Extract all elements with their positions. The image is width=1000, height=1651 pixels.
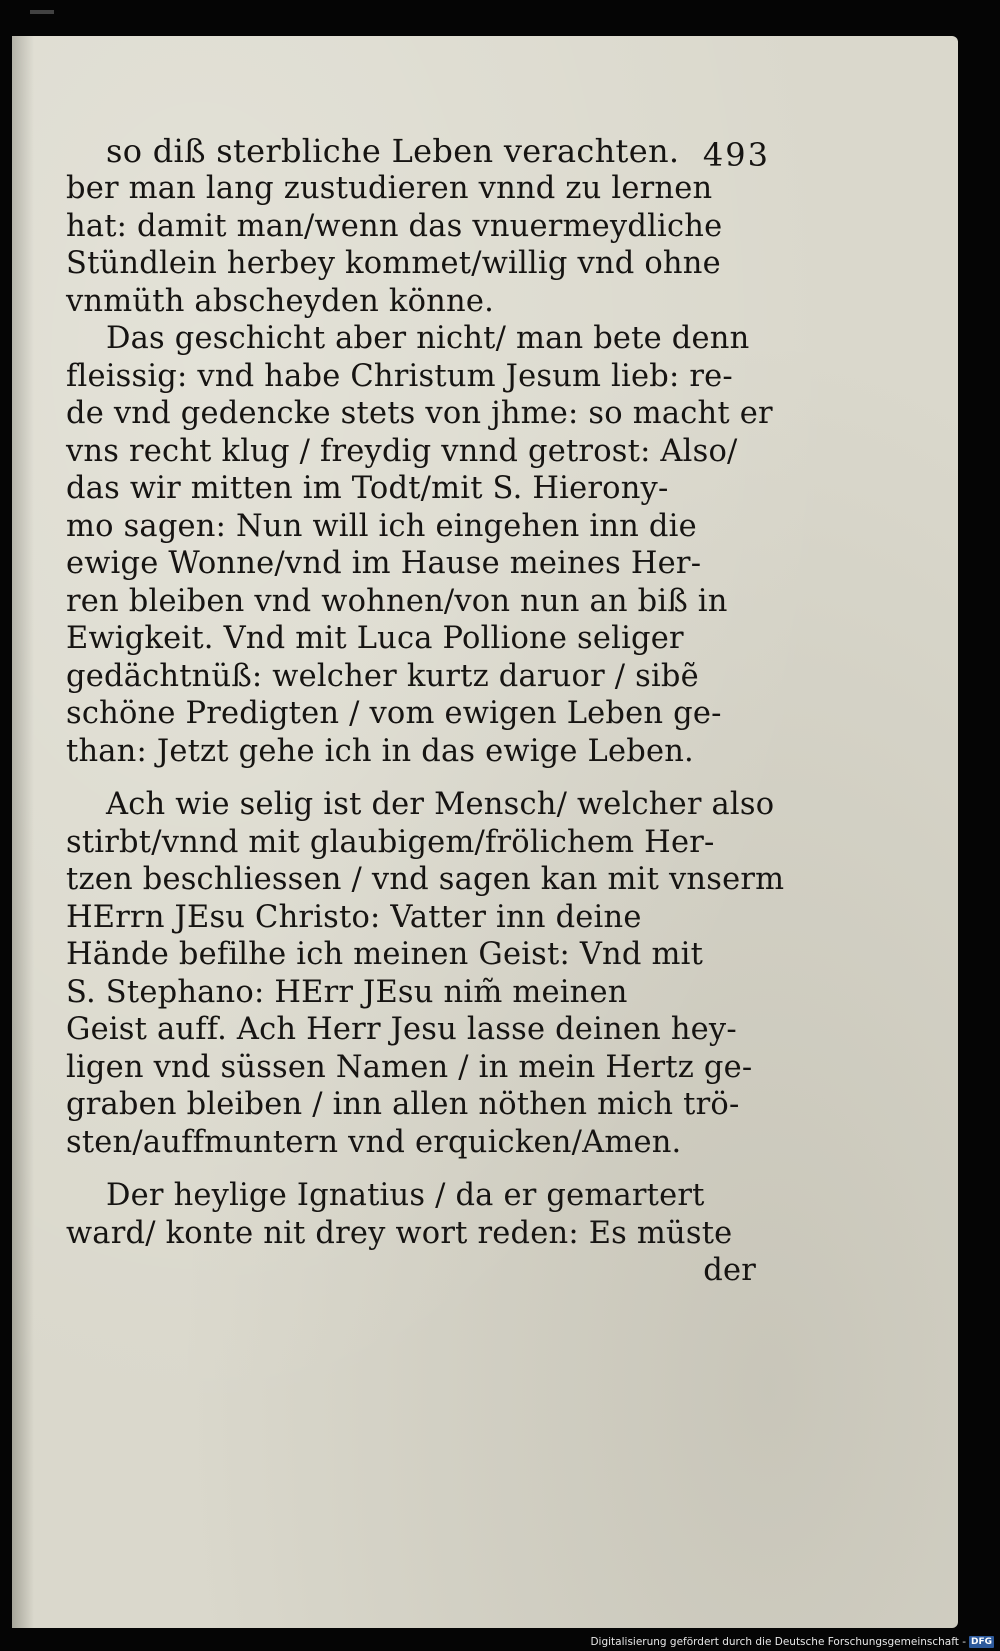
text-line: ber man lang zustudieren vnnd zu lernen bbox=[66, 171, 713, 206]
paragraph-gap bbox=[66, 770, 756, 786]
text-line: Hände befilhe ich meinen Geist: Vnd mit bbox=[66, 937, 704, 972]
paragraph-2 bbox=[66, 320, 773, 770]
text-line: vnmüth abscheyden könne. bbox=[66, 283, 494, 319]
text-line: graben bleiben / inn allen nöthen mich trö- bbox=[66, 1087, 740, 1122]
text-line: than: Jetzt gehe ich in das ewige Leben. bbox=[66, 733, 694, 769]
text-line: ligen vnd süssen Namen / in mein Hertz ge- bbox=[66, 1049, 753, 1085]
text-line: HErrn JEsu Christo: Vatter inn deine bbox=[66, 899, 642, 935]
text-line: gedächtnüß: welcher kurtz daruor / sibẽ bbox=[66, 658, 699, 694]
text-line: vns recht klug / freydig vnnd getrost: Also/ bbox=[66, 433, 738, 469]
running-head bbox=[66, 124, 770, 174]
paragraph-3 bbox=[66, 786, 785, 1161]
page-number: 493 bbox=[702, 136, 770, 174]
text-line: stirbt/vnnd mit glaubigem/frölichem Her- bbox=[66, 824, 715, 860]
text-line: mo sagen: Nun will ich eingehen inn die bbox=[66, 508, 697, 544]
digitization-credit-text: Digitalisierung gefördert durch die Deutsche Forschungsgemeinschaft - bbox=[590, 1636, 966, 1648]
paragraph-4 bbox=[66, 1177, 756, 1290]
text-line: das wir mitten im Todt/mit S. Hierony- bbox=[66, 471, 669, 506]
text-line: S. Stephano: HErr JEsu nim̃ meinen bbox=[66, 974, 628, 1010]
dfg-logo: DFG bbox=[970, 1637, 992, 1647]
text-line: Ewigkeit. Vnd mit Luca Pollione seliger bbox=[66, 621, 684, 656]
page-text-block bbox=[66, 124, 785, 1290]
book-page bbox=[12, 36, 958, 1628]
text-line: fleissig: vnd habe Christum Jesum lieb: re- bbox=[66, 358, 733, 394]
digitization-credit bbox=[590, 1635, 994, 1649]
text-line: ewige Wonne/vnd im Hause meines Her- bbox=[66, 546, 702, 581]
text-line: Geist auff. Ach Herr Jesu lasse deinen hey- bbox=[66, 1012, 737, 1047]
text-line: de vnd gedencke stets von jhme: so macht er bbox=[66, 396, 773, 431]
text-line: Stündlein herbey kommet/willig vnd ohne bbox=[66, 246, 721, 281]
text-line: ward/ konte nit drey wort reden: Es müste bbox=[66, 1215, 733, 1251]
text-line: schöne Predigten / vom ewigen Leben ge- bbox=[66, 696, 722, 731]
paragraph-1 bbox=[66, 170, 756, 320]
text-line: hat: damit man/wenn das vnuermeydliche bbox=[66, 208, 723, 244]
text-line: Das geschicht aber nicht/ man bete denn bbox=[106, 321, 750, 356]
running-head-title: so diß sterbliche Leben verachten. bbox=[106, 132, 680, 170]
scan-edge-mark bbox=[30, 10, 54, 14]
text-line: sten/auffmuntern vnd erquicken/Amen. bbox=[66, 1124, 682, 1160]
text-line: tzen beschliessen / vnd sagen kan mit vnserm bbox=[66, 862, 785, 897]
text-line: Der heylige Ignatius / da er gemartert bbox=[106, 1178, 705, 1213]
paragraph-gap bbox=[66, 1161, 756, 1177]
catchword: der bbox=[703, 1253, 756, 1288]
text-line: Ach wie selig ist der Mensch/ welcher also bbox=[106, 787, 775, 822]
text-line: ren bleiben vnd wohnen/von nun an biß in bbox=[66, 583, 728, 619]
